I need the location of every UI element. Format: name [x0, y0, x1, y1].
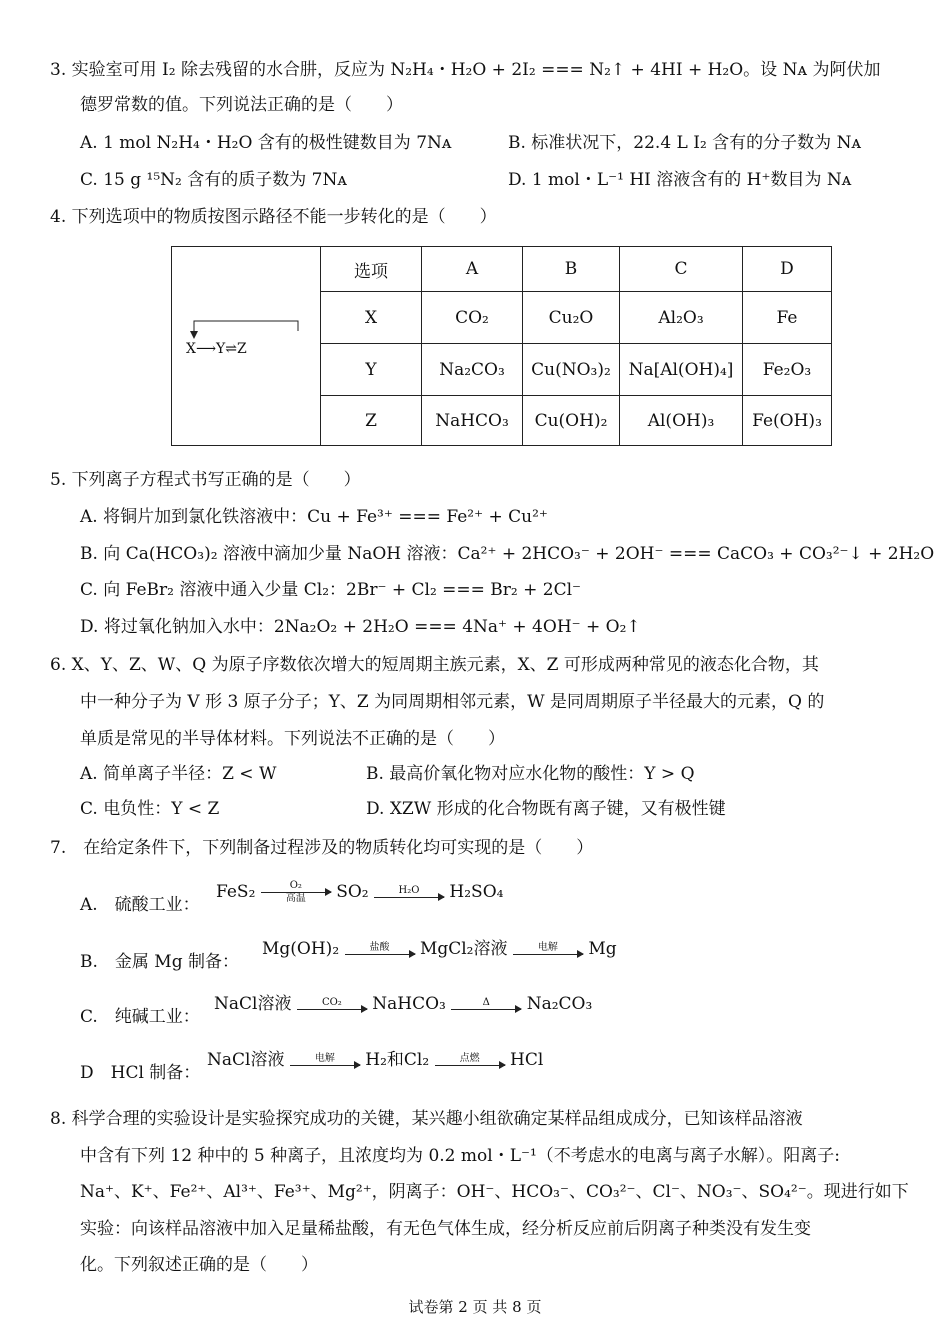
q5-option-a: A. 将铜片加到氯化铁溶液中：Cu + Fe³⁺ === Fe²⁺ + Cu²⁺ [80, 507, 548, 527]
equation-species: SO₂ [336, 882, 369, 902]
q8-stem-line2: 中含有下列 12 种中的 5 种离子，且浓度均为 0.2 mol・L⁻¹（不考虑水的电离与离子水解）。阳离子: [80, 1146, 841, 1166]
equation-species: Mg [588, 939, 617, 959]
q5-stem: 5. 下列离子方程式书写正确的是（ ） [50, 470, 361, 490]
q6-option-c: C. 电负性：Y < Z [80, 799, 220, 819]
table-header-cell: B [523, 247, 620, 292]
table-cell: Na₂CO₃ [422, 344, 523, 396]
q6-option-d: D. XZW 形成的化合物既有离子键，又有极性键 [366, 799, 726, 819]
q6-option-b: B. 最高价氧化物对应水化物的酸性：Y > Q [366, 764, 695, 784]
q8-stem-line5: 化。下列叙述正确的是（ ） [80, 1255, 318, 1275]
q8-stem-line4: 实验：向该样品溶液中加入足量稀盐酸，有无色气体生成，经分析反应前后阴离子种类没有发生变 [80, 1219, 811, 1239]
table-header-cell: 选项 [321, 247, 422, 292]
q7-option-c-equation [214, 992, 592, 1016]
table-cell: Cu(NO₃)₂ [523, 344, 620, 396]
equation-species: Na₂CO₃ [526, 994, 593, 1014]
table-cell: Na[Al(OH)₄] [620, 344, 743, 396]
q4-options-table [171, 246, 832, 446]
q6-stem-line1: 6. X、Y、Z、W、Q 为原子序数依次增大的短周期主族元素，X、Z 可形成两种常见的液态化合物，其 [50, 655, 819, 675]
reaction-arrow-icon: O₂ 高温 [261, 881, 331, 904]
q3-stem-line2: 德罗常数的值。下列说法正确的是（ ） [80, 95, 403, 115]
table-header-cell: A [422, 247, 523, 292]
q5-option-c: C. 向 FeBr₂ 溶液中通入少量 Cl₂：2Br⁻ + Cl₂ === Br₂ + 2Cl⁻ [80, 580, 582, 600]
reaction-arrow-icon: 点燃 [435, 1054, 505, 1067]
equation-species: Mg(OH)₂ [262, 939, 340, 959]
q7-option-d-label: D HCl 制备： [80, 1063, 201, 1083]
table-cell: Z [321, 396, 422, 446]
table-cell: Fe(OH)₃ [743, 396, 832, 446]
q7-option-d-equation [207, 1048, 543, 1072]
table-cell: Y [321, 344, 422, 396]
q4-route-diagram [172, 247, 321, 446]
table-cell: X [321, 292, 422, 344]
page-footer: 试卷第 2 页 共 8 页 [408, 1298, 542, 1316]
q3-option-d: D. 1 mol・L⁻¹ HI 溶液含有的 H⁺数目为 Nᴀ [508, 170, 852, 190]
reaction-arrow-icon: 电解 [290, 1054, 360, 1067]
q3-stem-line1: 3. 实验室可用 I₂ 除去残留的水合肼，反应为 N₂H₄・H₂O + 2I₂ === N₂↑ + 4HI + H₂O。设 Nᴀ 为阿伏加 [50, 60, 881, 80]
table-header-cell: C [620, 247, 743, 292]
equation-species: NaCl溶液 [214, 994, 292, 1014]
q4-stem: 4. 下列选项中的物质按图示路径不能一步转化的是（ ） [50, 207, 497, 227]
equation-species: H₂和Cl₂ [365, 1050, 430, 1070]
equation-species: NaHCO₃ [372, 994, 446, 1014]
equation-species: FeS₂ [216, 882, 256, 902]
q7-option-a-equation [216, 880, 503, 904]
q6-stem-line3: 单质是常见的半导体材料。下列说法不正确的是（ ） [80, 729, 505, 749]
table-cell: NaHCO₃ [422, 396, 523, 446]
equation-species: NaCl溶液 [207, 1050, 285, 1070]
reaction-arrow-icon: Δ [451, 998, 521, 1011]
q6-option-a: A. 简单离子半径：Z < W [80, 764, 277, 784]
reaction-arrow-icon: CO₂ [297, 998, 367, 1011]
table-cell: Fe₂O₃ [743, 344, 832, 396]
table-cell: CO₂ [422, 292, 523, 344]
reaction-arrow-icon: H₂O [374, 886, 444, 899]
q3-option-c: C. 15 g ¹⁵N₂ 含有的质子数为 7Nᴀ [80, 170, 347, 190]
table-header-cell: D [743, 247, 832, 292]
reaction-arrow-icon: 盐酸 [345, 943, 415, 956]
q7-option-b-label: B. 金属 Mg 制备： [80, 952, 239, 972]
equation-species: H₂SO₄ [449, 882, 504, 902]
equation-species: MgCl₂溶液 [419, 939, 508, 959]
table-cell: Fe [743, 292, 832, 344]
q7-stem: 7. 在给定条件下，下列制备过程涉及的物质转化均可实现的是（ ） [50, 838, 594, 858]
q6-stem-line2: 中一种分子为 V 形 3 原子分子；Y、Z 为同周期相邻元素，W 是同周期原子半径最大的元素，Q 的 [80, 692, 825, 712]
reaction-arrow-icon: 电解 [513, 943, 583, 956]
q7-option-c-label: C. 纯碱工业： [80, 1007, 200, 1027]
route-label: X⟶Y⇌Z [186, 341, 247, 357]
q7-option-b-equation [262, 937, 617, 961]
q3-option-b: B. 标准状况下，22.4 L I₂ 含有的分子数为 Nᴀ [508, 133, 862, 153]
equation-species: HCl [510, 1050, 544, 1070]
q3-option-a: A. 1 mol N₂H₄・H₂O 含有的极性键数目为 7Nᴀ [80, 133, 452, 153]
q7-option-a-label: A. 硫酸工业： [80, 895, 200, 915]
table-cell: Cu₂O [523, 292, 620, 344]
q8-stem-line3: Na⁺、K⁺、Fe²⁺、Al³⁺、Fe³⁺、Mg²⁺，阴离子：OH⁻、HCO₃⁻、CO₃²⁻、Cl⁻、NO₃⁻、SO₄²⁻。现进行如下 [80, 1182, 909, 1202]
q5-option-d: D. 将过氧化钠加入水中：2Na₂O₂ + 2H₂O === 4Na⁺ + 4OH⁻ + O₂↑ [80, 617, 641, 637]
table-cell: Cu(OH)₂ [523, 396, 620, 446]
table-cell: Al(OH)₃ [620, 396, 743, 446]
table-cell: Al₂O₃ [620, 292, 743, 344]
q5-option-b: B. 向 Ca(HCO₃)₂ 溶液中滴加少量 NaOH 溶液：Ca²⁺ + 2HCO₃⁻ + 2OH⁻ === CaCO₃ + CO₃²⁻↓ + 2H₂O [80, 544, 935, 564]
q8-stem-line1: 8. 科学合理的实验设计是实验探究成功的关键，某兴趣小组欲确定某样品组成成分，已知该样品溶液 [50, 1109, 803, 1129]
